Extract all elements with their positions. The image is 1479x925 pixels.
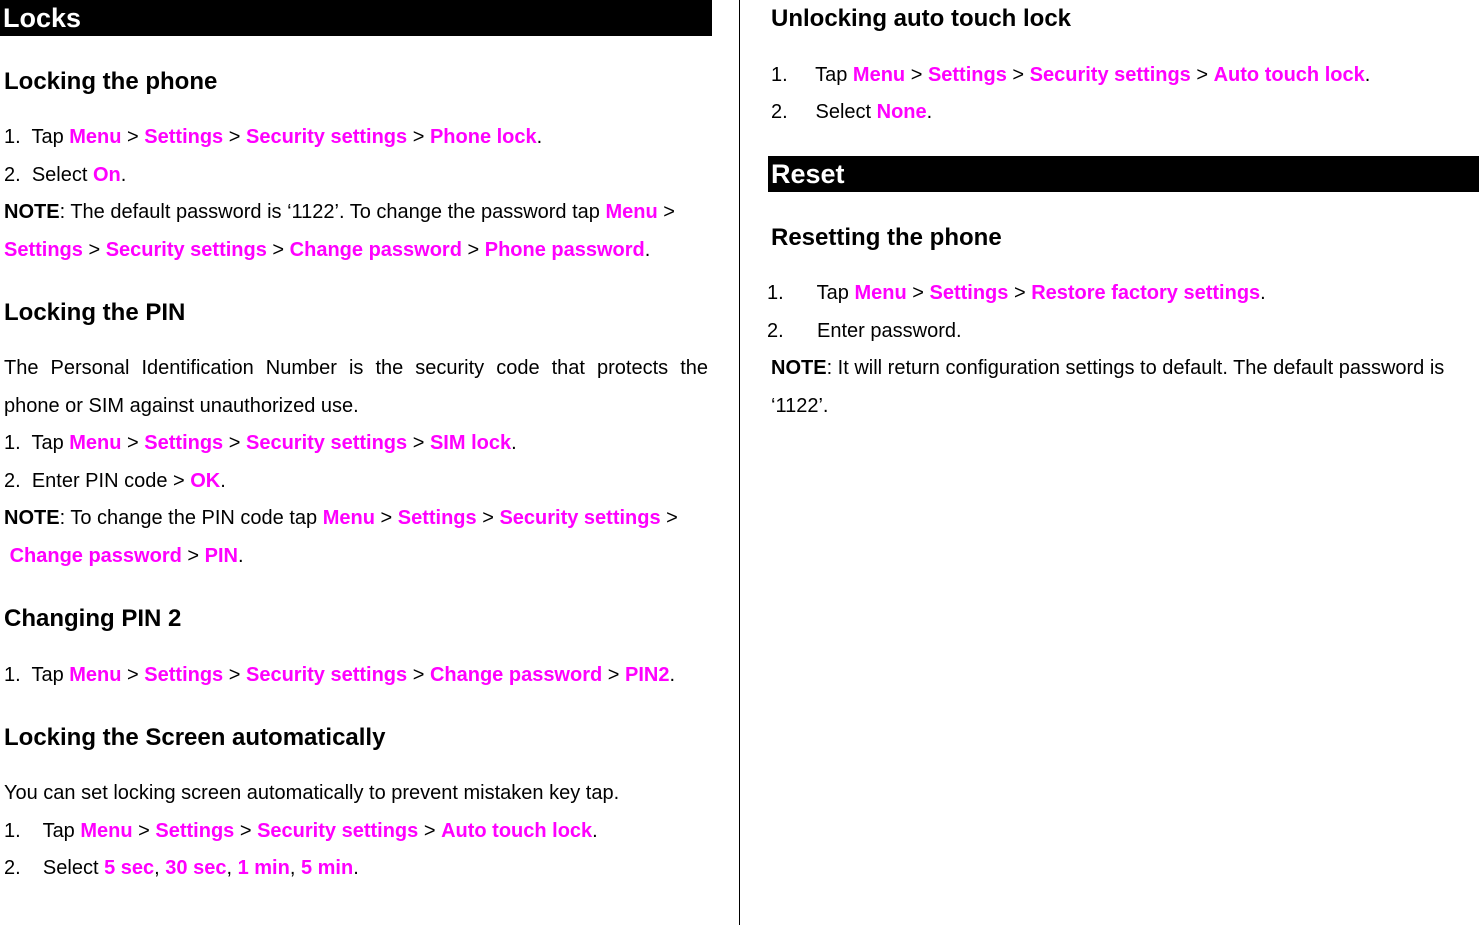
step-number: 1. <box>771 64 788 86</box>
note-label: NOTE <box>4 507 60 529</box>
menu-link: Menu <box>322 507 375 529</box>
locking-pin-desc-line1: The Personal Identification Number is the security code that protects the <box>4 357 708 379</box>
pin-link: PIN <box>204 545 238 567</box>
note-text: : To change the PIN code tap <box>59 507 318 529</box>
locking-pin-desc-line2: phone or SIM against unauthorized use. <box>4 395 359 417</box>
locking-phone-step2: 2. Select On. <box>4 164 127 186</box>
none-option: None <box>876 101 927 123</box>
step-number: 1. <box>4 820 21 842</box>
settings-link: Settings <box>397 507 477 529</box>
settings-link: Settings <box>144 432 224 454</box>
unlock-step1: 1. Tap Menu > Settings > Security settings > Auto touch lock. <box>771 64 1371 86</box>
resetting-step2 <box>767 319 962 343</box>
step-number: 2. <box>4 470 21 492</box>
step-number: 1. <box>4 432 21 454</box>
locking-phone-step1: 1. Tap Menu > Settings > Security settings > Phone lock. <box>4 126 543 148</box>
security-settings-link: Security settings <box>257 820 419 842</box>
change-password-link: Change password <box>9 545 182 567</box>
settings-link: Settings <box>155 820 235 842</box>
locking-phone-note-line1: NOTE: The default password is ‘1122’. To change the password tap Menu > <box>4 201 675 223</box>
step-text: Tap <box>815 64 848 86</box>
security-settings-link: Security settings <box>499 507 661 529</box>
settings-link: Settings <box>144 664 224 686</box>
change-password-link: Change password <box>289 239 462 261</box>
step-text: Select <box>31 164 88 186</box>
menu-link: Menu <box>605 201 658 223</box>
phone-password-link: Phone password <box>484 239 645 261</box>
note-label: NOTE <box>771 357 827 379</box>
locking-pin-step2: 2. Enter PIN code > OK. <box>4 470 226 492</box>
resetting-step1: 1. Tap Menu > Settings > Restore factory settings. <box>767 282 1266 304</box>
security-settings-link: Security settings <box>105 239 267 261</box>
changing-pin2-heading: Changing PIN 2 <box>4 605 182 632</box>
reset-section-bar: Reset <box>768 156 1479 192</box>
option-5sec: 5 sec <box>104 857 155 879</box>
step-number: 2. <box>4 164 21 186</box>
locking-pin-note-line1: NOTE: To change the PIN code tap Menu > Settings > Security settings > <box>4 507 678 529</box>
settings-link: Settings <box>927 64 1007 86</box>
step-text: Tap <box>42 820 75 842</box>
settings-link: Settings <box>4 239 83 261</box>
step-number: 1. <box>767 282 784 304</box>
security-settings-link: Security settings <box>245 126 408 148</box>
step-text: Select <box>815 101 872 123</box>
screen-auto-desc: You can set locking screen automatically to prevent mistaken key tap. <box>4 782 620 804</box>
auto-touch-lock-link: Auto touch lock <box>441 820 593 842</box>
step-text: Enter PIN code > <box>31 470 185 492</box>
unlock-heading: Unlocking auto touch lock <box>771 5 1072 32</box>
menu-link: Menu <box>80 820 133 842</box>
resetting-heading: Resetting the phone <box>771 224 1002 251</box>
menu-link: Menu <box>69 126 122 148</box>
menu-link: Menu <box>852 64 906 86</box>
screen-auto-heading: Locking the Screen automatically <box>4 724 386 751</box>
menu-link: Menu <box>69 664 122 686</box>
option-1min: 1 min <box>237 857 290 879</box>
resetting-note-line1 <box>771 356 1444 380</box>
locking-pin-heading: Locking the PIN <box>4 299 186 326</box>
security-settings-link: Security settings <box>1029 64 1191 86</box>
sim-lock-link: SIM lock <box>429 432 512 454</box>
step-number: 2. <box>771 101 788 123</box>
step-number: 1. <box>4 664 21 686</box>
pin2-link: PIN2 <box>625 664 670 686</box>
menu-link: Menu <box>69 432 122 454</box>
step-text: Tap <box>816 282 849 304</box>
changing-pin2-step1: 1. Tap Menu > Settings > Security settings > Change password > PIN2. <box>4 664 676 686</box>
step-text: Enter password. <box>817 320 962 342</box>
note-label: NOTE <box>4 201 60 223</box>
phone-lock-link: Phone lock <box>429 126 537 148</box>
locks-section-bar: Locks <box>0 0 712 36</box>
resetting-note-line2: ‘1122’. <box>771 395 829 417</box>
locking-phone-heading: Locking the phone <box>4 68 218 95</box>
column-divider <box>739 0 740 925</box>
locking-pin-step1: 1. Tap Menu > Settings > Security settings > SIM lock. <box>4 432 517 454</box>
option-30sec: 30 sec <box>165 857 227 879</box>
restore-factory-settings-link: Restore factory settings <box>1031 282 1261 304</box>
step-number: 2. <box>4 857 21 879</box>
step-text: Select <box>42 857 99 879</box>
ok-option: OK <box>190 470 221 492</box>
step-text: Tap <box>31 126 64 148</box>
settings-link: Settings <box>144 126 224 148</box>
step-number: 2. <box>767 320 784 342</box>
unlock-step2: 2. Select None. <box>771 101 933 123</box>
note-text: : The default password is ‘1122’. To change the password tap <box>59 201 600 223</box>
security-settings-link: Security settings <box>245 432 408 454</box>
screen-auto-step2: 2. Select 5 sec, 30 sec, 1 min, 5 min. <box>4 857 359 879</box>
on-option: On <box>92 164 121 186</box>
step-text: Tap <box>31 432 64 454</box>
settings-link: Settings <box>929 282 1009 304</box>
locking-phone-note-line2: Settings > Security settings > Change password > Phone password. <box>4 239 651 261</box>
step-text: Tap <box>31 664 64 686</box>
menu-link: Menu <box>854 282 907 304</box>
auto-touch-lock-link: Auto touch lock <box>1213 64 1365 86</box>
note-text: : It will return configuration settings to default. The default password is <box>826 357 1445 379</box>
screen-auto-step1: 1. Tap Menu > Settings > Security settings > Auto touch lock. <box>4 820 598 842</box>
step-number: 1. <box>4 126 21 148</box>
option-5min: 5 min <box>300 857 354 879</box>
security-settings-link: Security settings <box>245 664 408 686</box>
left-column <box>0 0 712 879</box>
change-password-link: Change password <box>429 664 603 686</box>
locking-pin-note-line2: Change password > PIN. <box>9 545 244 567</box>
